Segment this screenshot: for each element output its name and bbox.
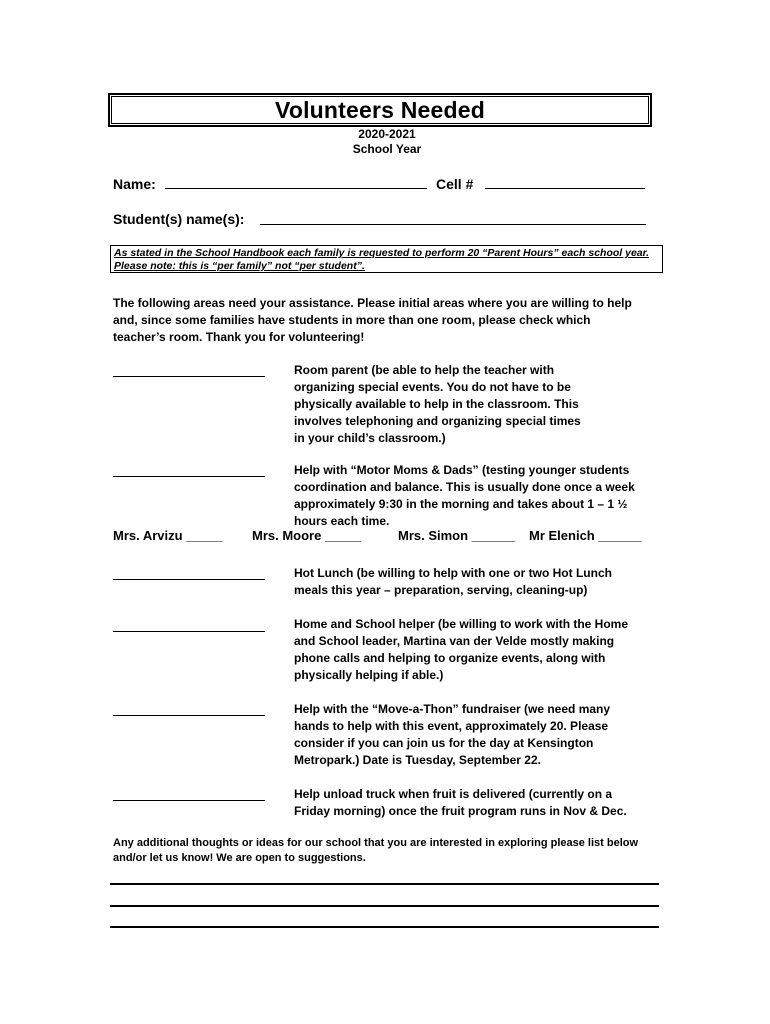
item-hot-lunch: Hot Lunch (be willing to help with one or two Hot Lunch meals this year – preparation, serving, cleaning-up) — [294, 566, 612, 597]
students-label: Student(s) name(s): — [113, 211, 245, 227]
closing-paragraph: Any additional thoughts or ideas for our school that you are interested in exploring please list below and/or let us know! We are open to suggestions. — [113, 837, 639, 864]
teacher-simon[interactable]: Mrs. Simon ______ — [398, 528, 516, 543]
students-field[interactable] — [260, 224, 646, 225]
title-box — [108, 93, 652, 127]
cell-label: Cell # — [436, 176, 474, 192]
initial-line-hot-lunch[interactable] — [113, 579, 265, 580]
name-field[interactable] — [165, 188, 427, 189]
intro-paragraph: The following areas need your assistance. Please initial areas where you are willing to help and, since some families have students in more than one room, please check which teacher’s room. Thank you for volunteering! — [113, 296, 632, 344]
initial-line-home-school[interactable] — [113, 631, 265, 632]
initial-line-fruit-truck[interactable] — [113, 800, 265, 801]
cell-field[interactable] — [485, 188, 645, 189]
initial-line-move-a-thon[interactable] — [113, 715, 265, 716]
item-motor-moms: Help with “Motor Moms & Dads” (testing younger students coordination and balance. This is usually done once a week approximately 9:30 in the morning and takes about 1 – 1 ½ hours each time. — [294, 463, 635, 528]
initial-line-motor-moms[interactable] — [113, 476, 265, 477]
item-room-parent: Room parent (be able to help the teacher with organizing special events. You do not have to be physically available to help in the classroom. This involves telephoning and organizing special times in your child’s classroom.) — [294, 363, 581, 445]
initial-line-room-parent[interactable] — [113, 376, 265, 377]
page-title: Volunteers Needed — [274, 96, 486, 123]
school-year-label: School Year — [352, 142, 422, 156]
handbook-note: As stated in the School Handbook each family is requested to perform 20 “Parent Hours” each school year. Please note: this is “per family” not “per student”. — [110, 245, 663, 273]
item-move-a-thon: Help with the “Move-a-Thon” fundraiser (we need many hands to help with this event, approximately 20. Please consider if you can join us for the day at Kensington Metropark.) Date is Tuesday, September 22. — [294, 702, 611, 767]
suggestion-line-3[interactable] — [110, 926, 659, 928]
item-fruit-truck: Help unload truck when fruit is delivered (currently on a Friday morning) once the fruit program runs in Nov & Dec. — [294, 787, 627, 818]
teacher-moore[interactable]: Mrs. Moore _____ — [252, 528, 362, 543]
item-home-school: Home and School helper (be willing to work with the Home and School leader, Martina van der Velde mostly making phone calls and helping to organize events, along with physically helping if able.) — [294, 617, 629, 682]
teacher-arvizu[interactable]: Mrs. Arvizu _____ — [113, 528, 223, 543]
teacher-elenich[interactable]: Mr Elenich ______ — [529, 528, 642, 543]
suggestion-line-2[interactable] — [110, 905, 659, 907]
school-year-range: 2020-2021 — [358, 127, 416, 141]
suggestion-line-1[interactable] — [110, 883, 659, 885]
name-label: Name: — [113, 176, 156, 192]
